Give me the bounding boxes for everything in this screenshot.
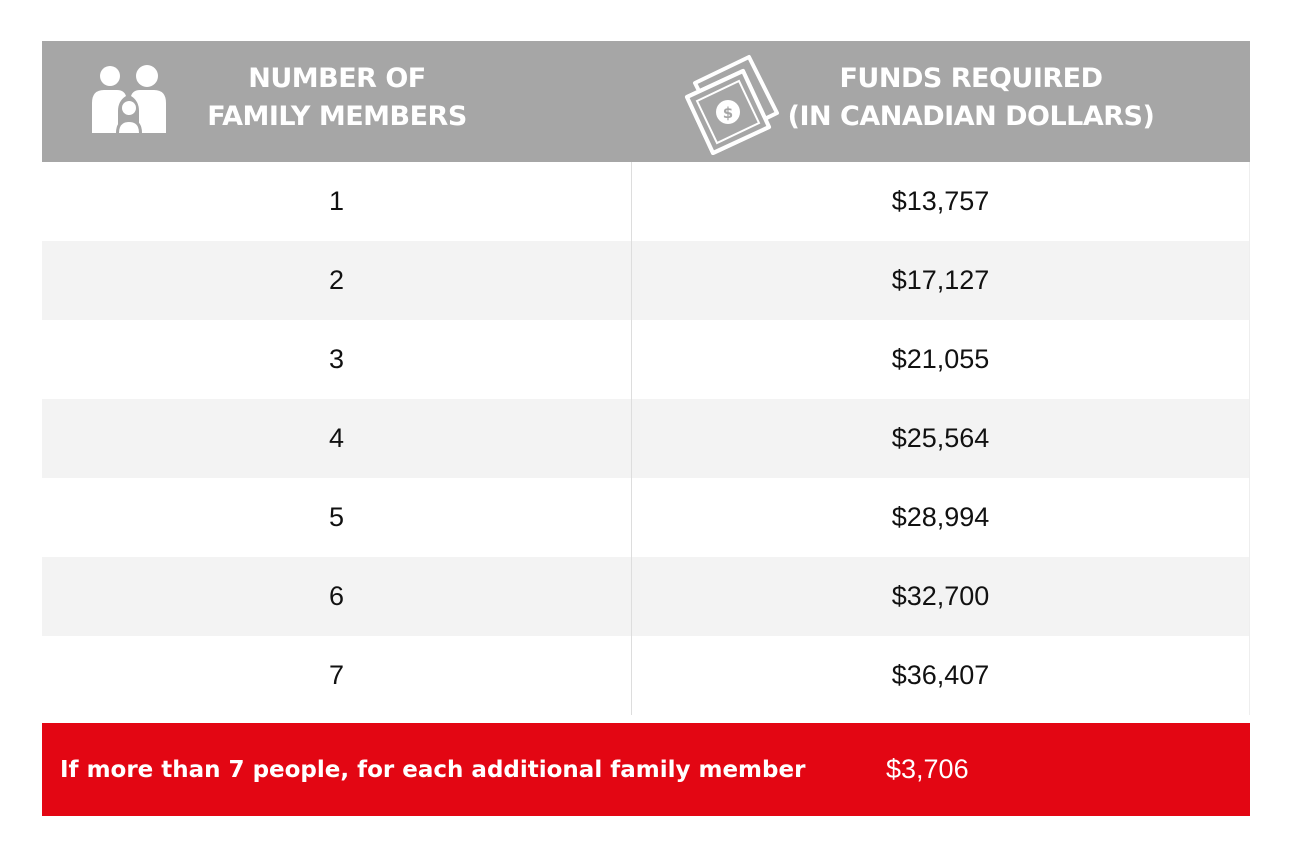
funds-cell: $28,994 [891,502,990,532]
additional-member-banner [42,723,1250,816]
members-cell: 5 [328,502,345,532]
table-row [42,399,1250,478]
funds-cell: $21,055 [891,344,990,374]
table-body [42,162,1250,715]
members-cell: 2 [328,265,345,295]
table-row [42,241,1250,320]
members-cell: 6 [328,581,345,611]
family-icon [90,65,168,133]
header-funds-line1: FUNDS REQUIRED [839,63,1103,94]
members-cell: 7 [328,660,345,690]
members-cell: 1 [328,186,345,216]
funds-cell: $32,700 [891,581,990,611]
table-row [42,162,1250,241]
funds-cell: $17,127 [891,265,990,295]
table-header [42,41,1250,162]
funds-cell: $25,564 [891,423,990,453]
additional-member-value: $3,706 [886,754,969,784]
members-cell: 4 [328,423,345,453]
column-divider [631,162,632,715]
table-row [42,557,1250,636]
funds-cell: $13,757 [891,186,990,216]
header-members-label [202,60,472,136]
funds-cell: $36,407 [891,660,990,690]
table-right-border [1249,162,1250,715]
table-row [42,636,1250,715]
svg-text:$: $ [722,104,734,122]
header-members-column [42,41,631,162]
header-funds-label [781,60,1161,136]
header-members-line1: NUMBER OF [248,63,426,94]
header-members-line2: FAMILY MEMBERS [207,101,467,132]
table-row [42,478,1250,557]
members-cell: 3 [328,344,345,374]
additional-member-label: If more than 7 people, for each additional family member [60,756,806,783]
table-row [42,320,1250,399]
funds-table [42,41,1250,715]
header-funds-line2: (IN CANADIAN DOLLARS) [787,101,1155,132]
money-icon [683,53,783,155]
header-funds-column [631,41,1250,162]
